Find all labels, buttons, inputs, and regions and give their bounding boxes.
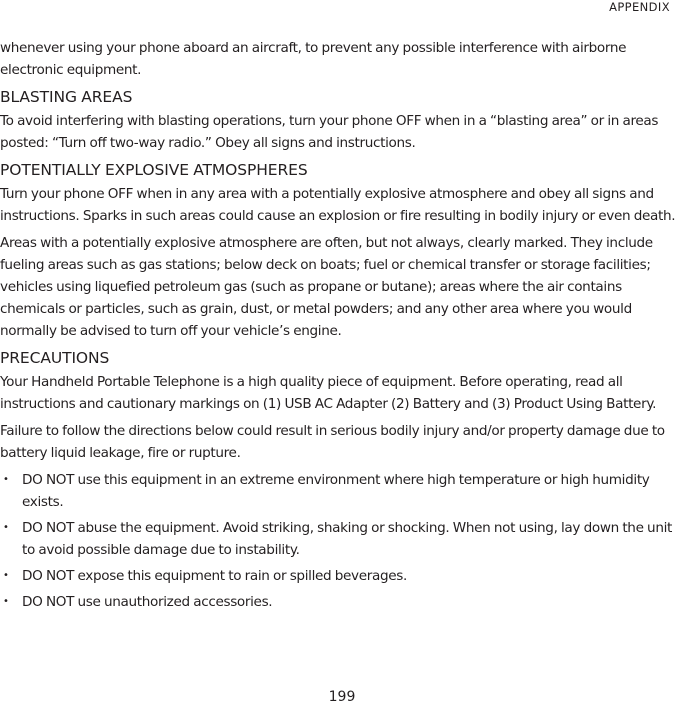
page-number: 199 [328,689,356,705]
precautions-paragraph-2: Failure to follow the directions below could result in serious bodily injury and/or property damage due to battery liquid leakage, fire or rupture. [0,423,665,461]
explosive-paragraph-1: Turn your phone OFF when in any area with a potentially explosive atmosphere and obey all signs and instructions. Sparks in such areas could cause an explosion or fire resulting in bodily injury or even death. [0,186,676,224]
intro-paragraph: whenever using your phone aboard an aircraft, to prevent any possible interference with airborne electronic equipment. [0,40,627,78]
blasting-areas-heading: BLASTING AREAS [0,88,133,106]
list-item [0,591,684,613]
list-item [0,517,684,561]
list-item-text: DO NOT abuse the equipment. Avoid striking, shaking or shocking. When not using, lay down the unit to avoid possible damage due to instability. [22,520,672,558]
list-item-text: DO NOT expose this equipment to rain or spilled beverages. [22,568,407,584]
explosive-atmospheres-heading: POTENTIALLY EXPLOSIVE ATMOSPHERES [0,161,308,179]
list-item-text: DO NOT use this equipment in an extreme environment where high temperature or high humidity exists. [22,472,650,510]
page-content [0,37,684,617]
precautions-bullet-list [0,469,684,613]
list-item [0,469,684,513]
bullet-icon: • [3,522,9,533]
explosive-paragraph-2: Areas with a potentially explosive atmosphere are often, but not always, clearly marked. They include fueling areas such as gas stations; below deck on boats; fuel or chemical transfer or storage facilities; vehicles using liquefied petroleum gas (such as propane or butane); areas where the air contains chemicals or particles, such as grain, dust, or metal powders; and any other area where you would normally be advised to turn off your vehicle’s engine. [0,235,653,339]
bullet-icon: • [3,570,9,581]
bullet-icon: • [3,474,9,485]
bullet-icon: • [3,596,9,607]
list-item-text: DO NOT use unauthorized accessories. [22,594,273,610]
precautions-paragraph-1: Your Handheld Portable Telephone is a high quality piece of equipment. Before operating, read all instructions and cautionary markings on (1) USB AC Adapter (2) Battery and (3) Product Using Battery. [0,374,657,412]
running-header: APPENDIX [609,0,670,14]
precautions-heading: PRECAUTIONS [0,349,110,367]
list-item [0,565,684,587]
blasting-areas-paragraph: To avoid interfering with blasting operations, turn your phone OFF when in a “blasting area” or in areas posted: “Turn off two-way radio.” Obey all signs and instructions. [0,113,659,151]
